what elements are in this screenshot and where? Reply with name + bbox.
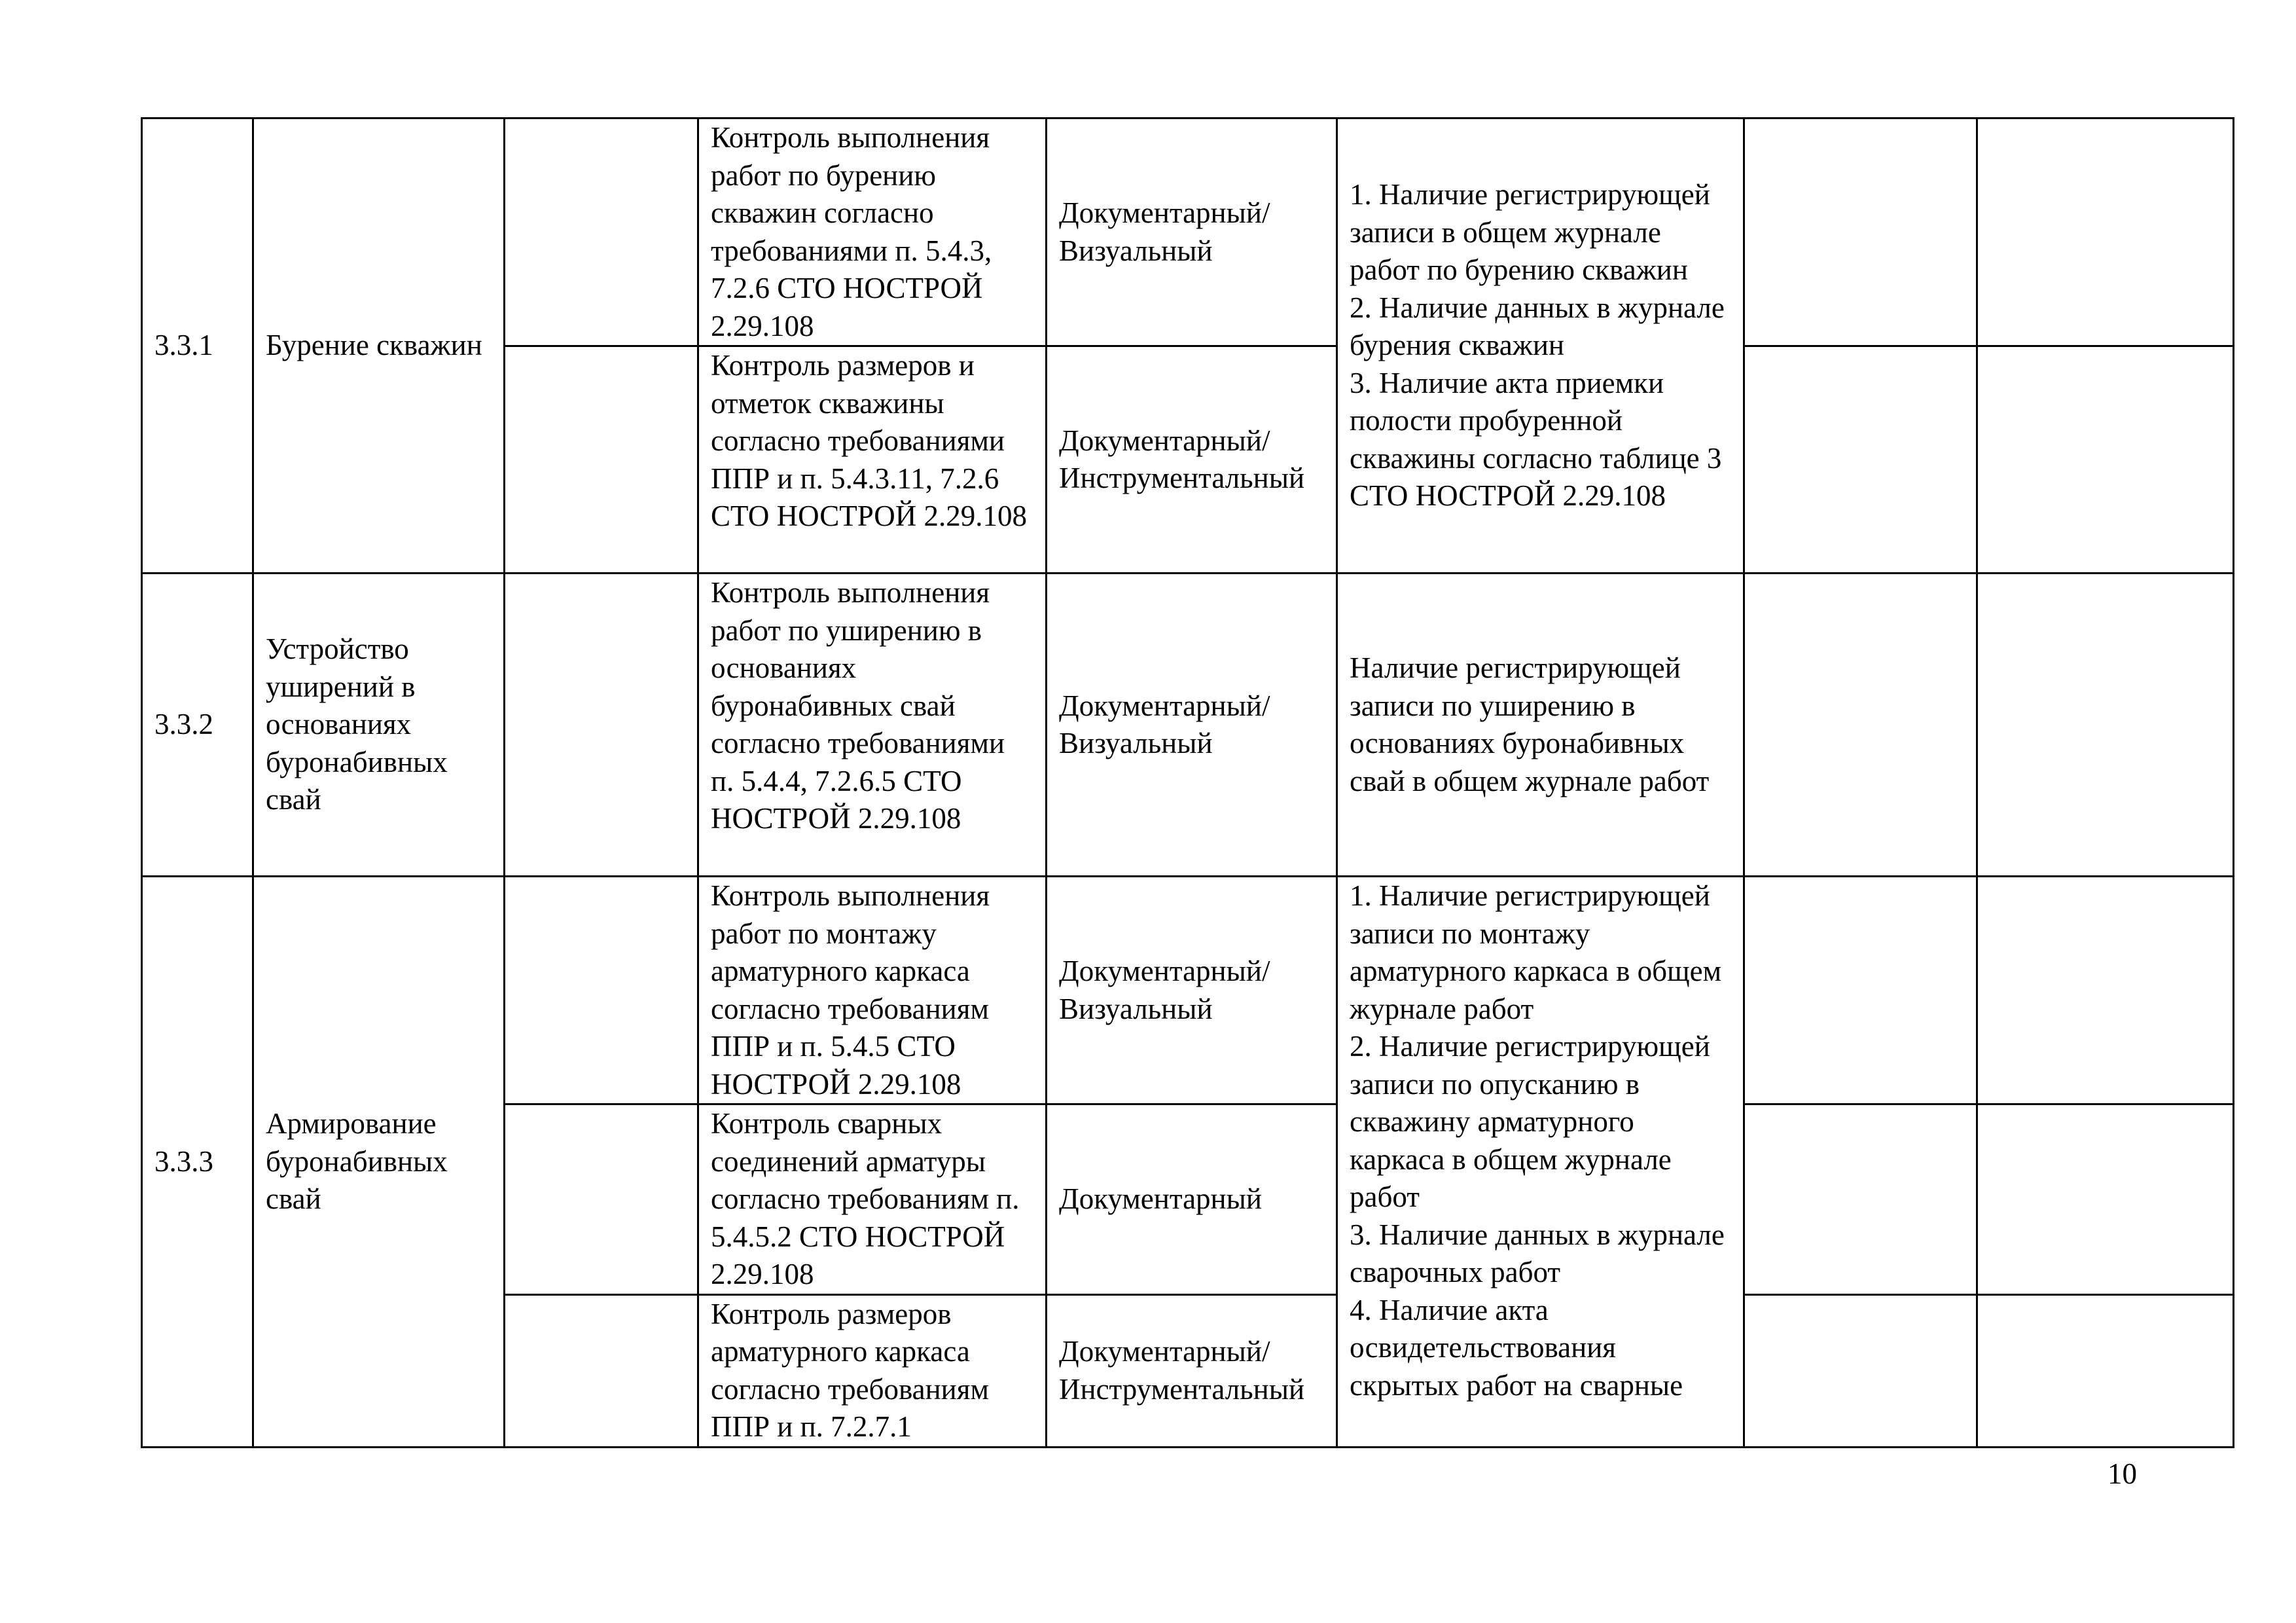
documents-text: Наличие регистрирующей записи по уширению в основаниях буронабивных свай в общем журнале работ (1350, 651, 1710, 797)
table-row (142, 574, 2234, 877)
check-description: Контроль размеров и отметок скважины согласно требованиями ППР и п. 5.4.3.11, 7.2.6 СТО НОСТРОЙ 2.29.108 (698, 346, 1047, 574)
empty-cell (1977, 1104, 2234, 1295)
empty-cell (505, 119, 698, 346)
row-number: 3.3.2 (142, 574, 253, 877)
empty-cell (505, 1104, 698, 1295)
empty-cell (505, 877, 698, 1104)
control-method: Документарный/ Визуальный (1047, 877, 1337, 1104)
empty-cell (1744, 1294, 1977, 1447)
control-method: Документарный (1047, 1104, 1337, 1295)
stage-title: Бурение скважин (253, 119, 505, 574)
documents-cell (1337, 877, 1744, 1448)
check-description: Контроль сварных соединений арматуры согласно требованиям п. 5.4.5.2 СТО НОСТРОЙ 2.29.108 (698, 1104, 1047, 1295)
check-description: Контроль выполнения работ по бурению скважин согласно требованиями п. 5.4.3, 7.2.6 СТО НОСТРОЙ 2.29.108 (698, 119, 1047, 346)
row-number: 3.3.1 (142, 119, 253, 574)
empty-cell (1744, 1104, 1977, 1295)
row-number: 3.3.3 (142, 877, 253, 1448)
empty-cell (1977, 1294, 2234, 1447)
empty-cell (1977, 346, 2234, 574)
empty-cell (1744, 574, 1977, 877)
control-method: Документарный/ Инструментальный (1047, 1294, 1337, 1447)
table-row (142, 877, 2234, 1104)
control-table (141, 117, 2234, 1448)
stage-title: Устройство уширений в основаниях буронабивных свай (253, 574, 505, 877)
check-description: Контроль выполнения работ по монтажу арматурного каркаса согласно требованиям ППР и п. 5.4.5 СТО НОСТРОЙ 2.29.108 (698, 877, 1047, 1104)
control-method: Документарный/ Инструментальный (1047, 346, 1337, 574)
empty-cell (1744, 119, 1977, 346)
documents-text: 1. Наличие регистрирующей записи в общем журнале работ по бурению скважин 2. Наличие данных в журнале бурения скважин 3. Наличие акта приемки полости пробуренной скважины согласно таблице 3 СТО НОСТРОЙ 2.29.108 (1350, 178, 1725, 513)
check-description: Контроль размеров арматурного каркаса согласно требованиям ППР и п. 7.2.7.1 (698, 1294, 1047, 1447)
stage-title: Армирование буронабивных свай (253, 877, 505, 1448)
control-method: Документарный/ Визуальный (1047, 574, 1337, 877)
empty-cell (1744, 346, 1977, 574)
documents-text: 1. Наличие регистрирующей записи по монтажу арматурного каркаса в общем журнале работ 2. Наличие регистрирующей записи по опусканию в скважину арматурного каркаса в общем журнале работ 3. Наличие данных в журнале сварочных работ 4. Наличие акта освидетельствования скрытых работ на сварные (1350, 879, 1725, 1402)
control-method: Документарный/ Визуальный (1047, 119, 1337, 346)
empty-cell (505, 574, 698, 877)
empty-cell (1977, 574, 2234, 877)
empty-cell (1977, 877, 2234, 1104)
page-number: 10 (2108, 1457, 2137, 1490)
documents-cell (1337, 574, 1744, 877)
empty-cell (505, 1294, 698, 1447)
table-row (142, 119, 2234, 346)
documents-cell (1337, 119, 1744, 574)
empty-cell (1744, 877, 1977, 1104)
empty-cell (1977, 119, 2234, 346)
check-description: Контроль выполнения работ по уширению в основаниях буронабивных свай согласно требованиями п. 5.4.4, 7.2.6.5 СТО НОСТРОЙ 2.29.108 (698, 574, 1047, 877)
empty-cell (505, 346, 698, 574)
